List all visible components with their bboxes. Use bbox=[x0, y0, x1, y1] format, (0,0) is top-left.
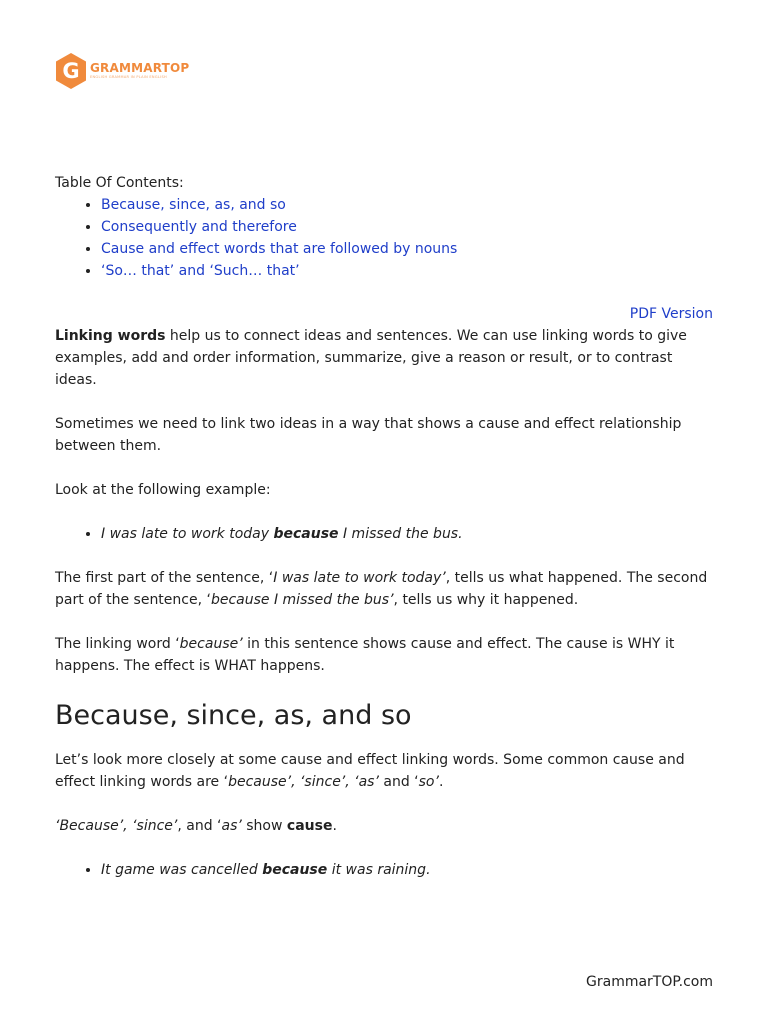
italic-text: because’, ‘since’, ‘as’ bbox=[228, 774, 379, 790]
toc-title: Table Of Contents: bbox=[55, 175, 184, 191]
site-logo[interactable] bbox=[54, 52, 189, 90]
intro-paragraph-2: Sometimes we need to link two ideas in a way that shows a cause and effect relationship between them. bbox=[55, 416, 682, 454]
text: , tells us why it happened. bbox=[393, 592, 579, 608]
text: I missed the bus. bbox=[338, 526, 463, 542]
italic-text: so’ bbox=[418, 774, 439, 790]
text: Let’s look more closely at some cause and effect linking words. Some common cause and effect linking words are ‘ bbox=[55, 752, 685, 790]
italic-text: because’ bbox=[179, 636, 243, 652]
text: , and ‘ bbox=[177, 818, 222, 834]
footer-site-name: GrammarTOP.com bbox=[586, 974, 713, 990]
bold-term: because bbox=[262, 862, 328, 878]
text: . bbox=[438, 774, 444, 790]
text: It game was cancelled bbox=[101, 862, 263, 878]
example-item bbox=[101, 859, 715, 881]
text: I was late to work today bbox=[101, 526, 274, 542]
italic-text: I was late to work today’ bbox=[273, 570, 446, 586]
bold-term: because bbox=[273, 526, 339, 542]
text: it was raining. bbox=[327, 862, 431, 878]
example-list-2 bbox=[55, 859, 715, 881]
logo-letter: G bbox=[62, 59, 80, 83]
intro-paragraph-3: Look at the following example: bbox=[55, 482, 271, 498]
text: show bbox=[241, 818, 287, 834]
section-paragraph bbox=[55, 749, 715, 793]
intro-paragraph bbox=[55, 325, 715, 391]
pdf-version-link[interactable]: PDF Version bbox=[629, 306, 713, 322]
logo-hexagon-icon bbox=[54, 52, 88, 90]
text: , tells us what happened. The second part of the sentence, ‘ bbox=[55, 570, 708, 608]
toc-link-so-that[interactable]: ‘So… that’ and ‘Such… that’ bbox=[101, 263, 300, 279]
toc-list bbox=[55, 194, 457, 282]
table-of-contents bbox=[55, 172, 457, 282]
toc-item bbox=[101, 216, 457, 238]
bold-term: Linking words bbox=[55, 328, 166, 344]
logo-name: GRAMMARTOP bbox=[90, 61, 190, 76]
explanation-paragraph-2 bbox=[55, 633, 715, 677]
logo-tagline: ENGLISH GRAMMAR IN PLAIN ENGLISH bbox=[90, 75, 167, 80]
example-list bbox=[55, 523, 715, 545]
toc-item bbox=[101, 238, 457, 260]
bold-term: cause bbox=[286, 818, 333, 834]
italic-text: ‘Because’, ‘since’ bbox=[55, 818, 178, 834]
toc-item bbox=[101, 260, 457, 282]
text: in this sentence shows cause and effect. The cause is WHY it happens. The effect is WHAT happens. bbox=[55, 636, 675, 674]
text: . bbox=[332, 818, 337, 834]
italic-text: because I missed the bus’ bbox=[210, 592, 394, 608]
text: The linking word ‘ bbox=[55, 636, 180, 652]
explanation-paragraph bbox=[55, 567, 715, 611]
article-body bbox=[55, 325, 715, 903]
text: help us to connect ideas and sentences. We can use linking words to give examples, add and order information, summarize, give a reason or result, or to contrast ideas. bbox=[55, 328, 687, 388]
italic-text: as’ bbox=[221, 818, 242, 834]
toc-item bbox=[101, 194, 457, 216]
text: and ‘ bbox=[378, 774, 419, 790]
section-paragraph-2 bbox=[55, 815, 715, 837]
toc-link-consequently[interactable]: Consequently and therefore bbox=[101, 219, 297, 235]
toc-link-nouns[interactable]: Cause and effect words that are followed by nouns bbox=[101, 241, 458, 257]
text: The first part of the sentence, ‘ bbox=[55, 570, 274, 586]
section-heading: Because, since, as, and so bbox=[55, 700, 412, 731]
example-item bbox=[101, 523, 715, 545]
toc-link-because[interactable]: Because, since, as, and so bbox=[101, 197, 286, 213]
